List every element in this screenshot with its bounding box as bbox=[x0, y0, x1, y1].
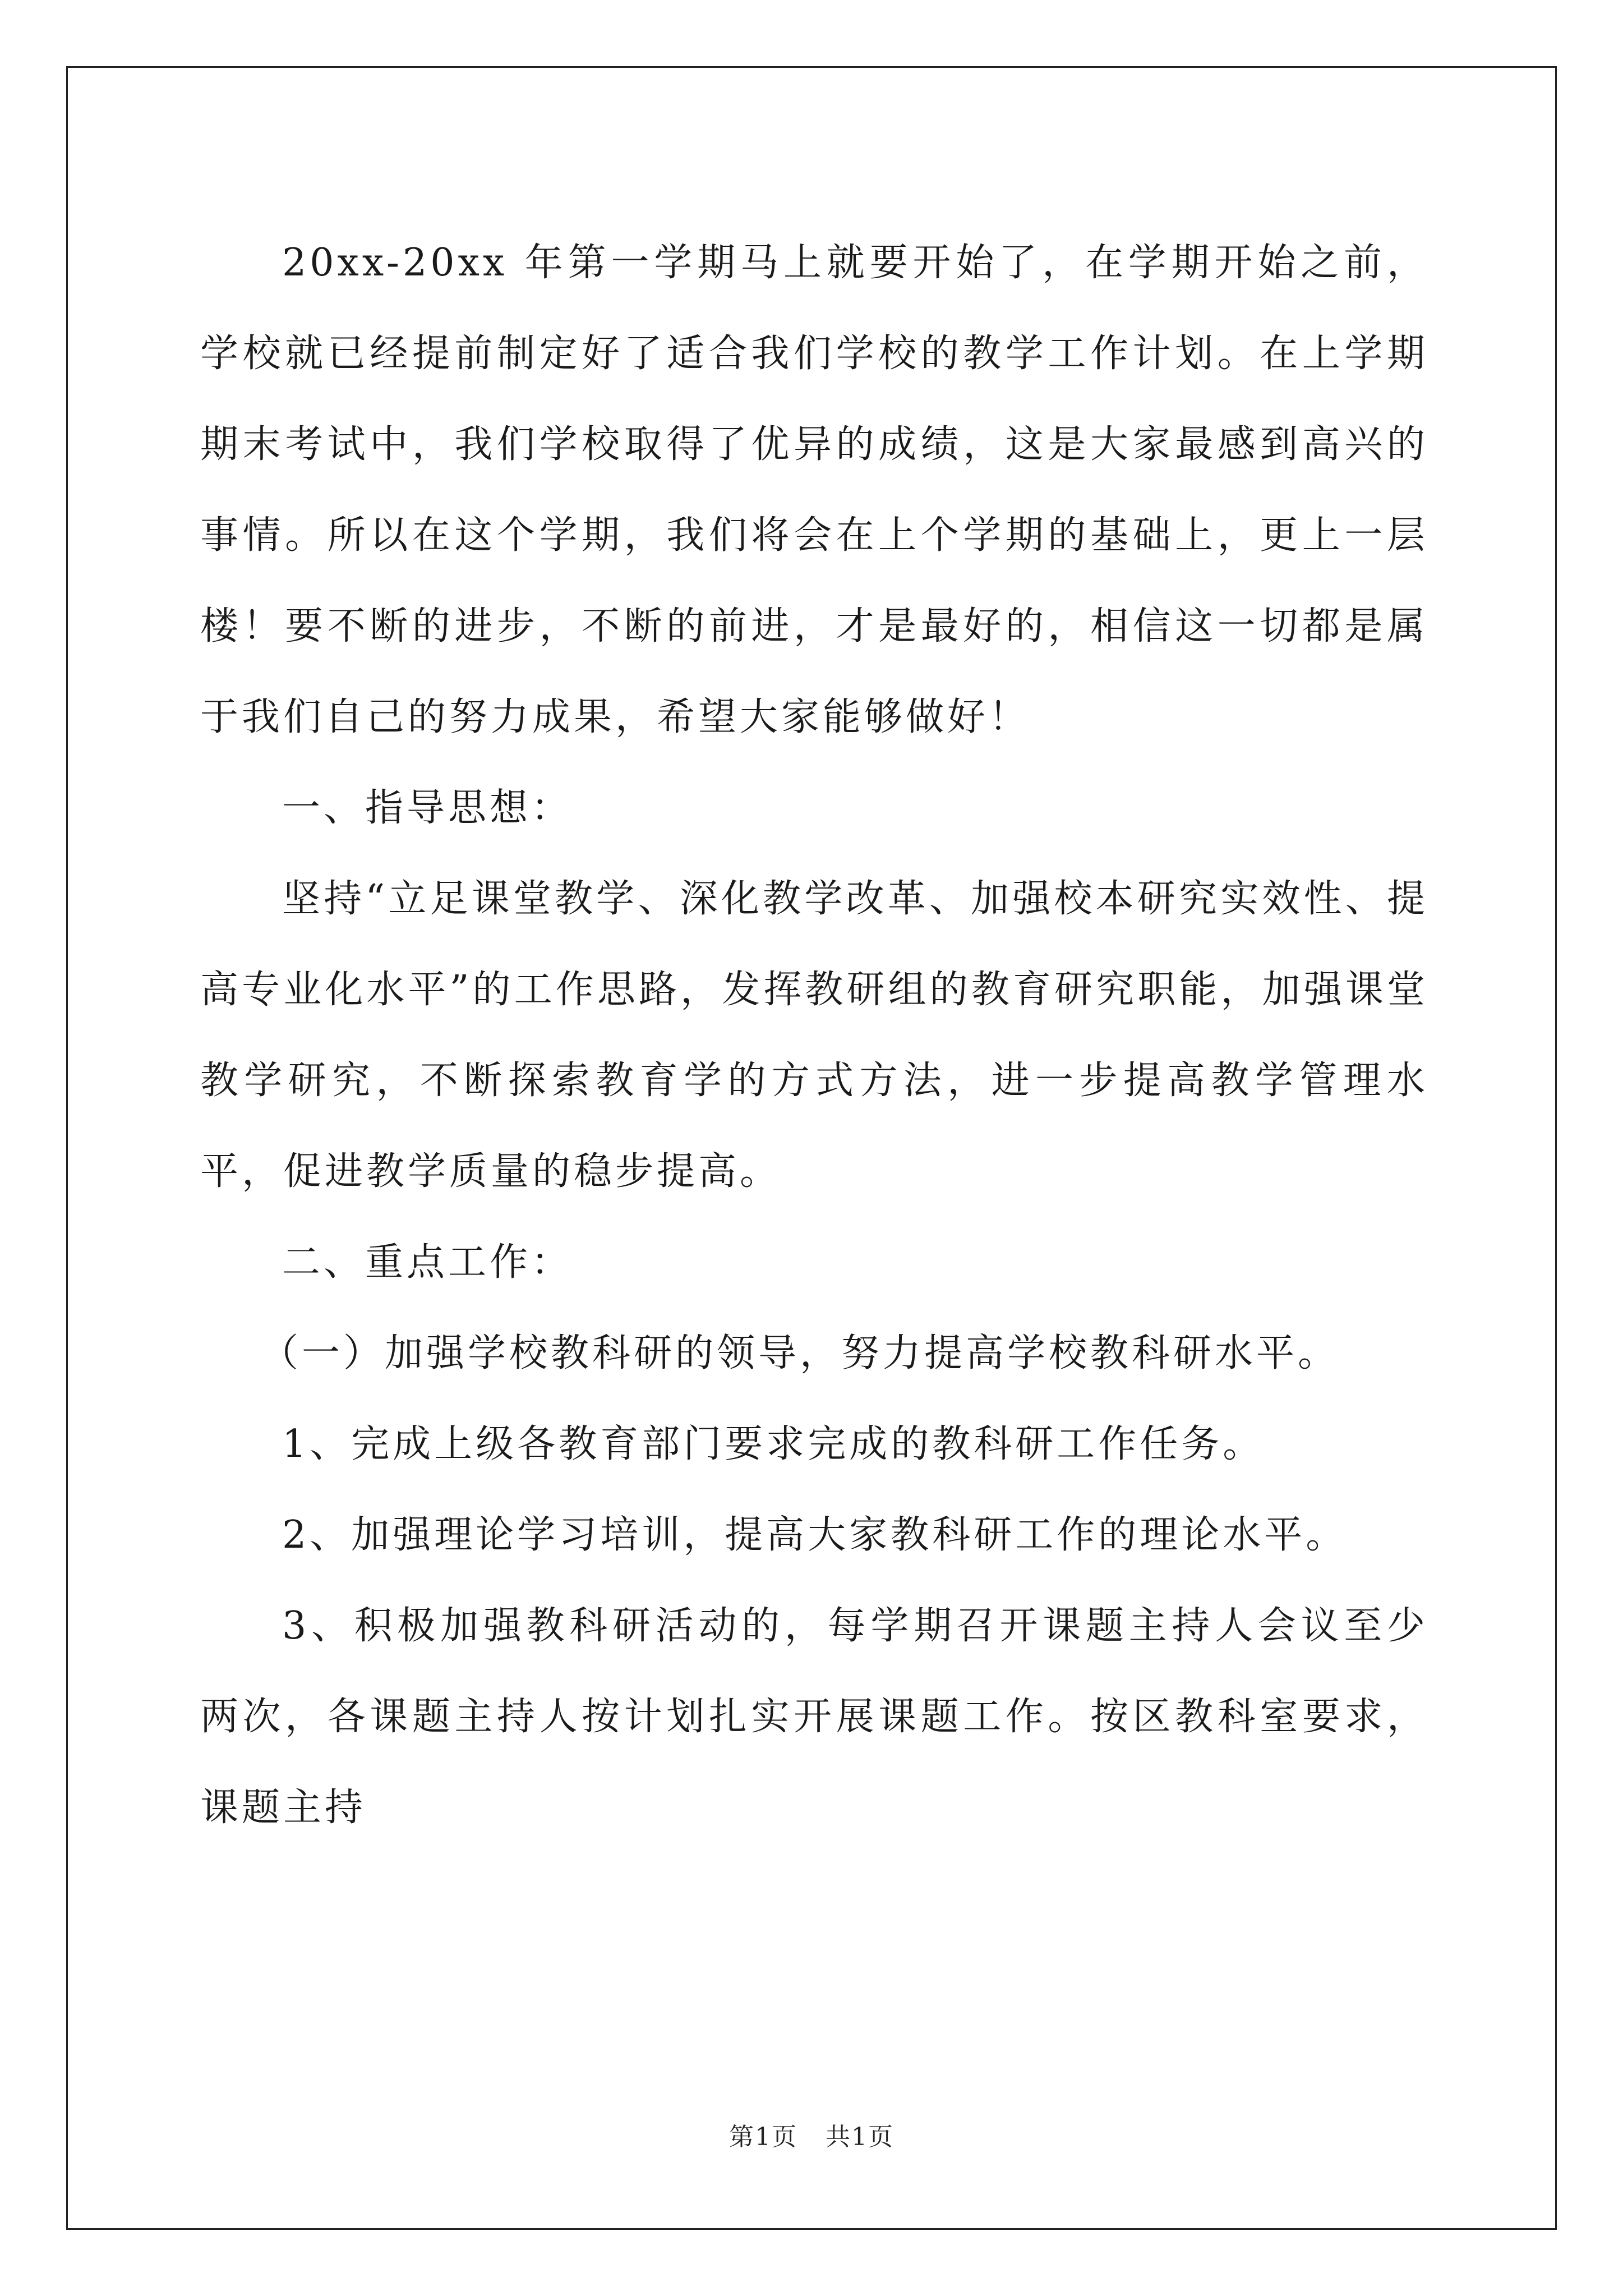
guiding-ideology-paragraph: 坚持“立足课堂教学、深化教学改革、加强校本研究实效性、提高专业化水平”的工作思路，发挥教研组的教育研究职能，加强课堂教学研究，不断探索教育学的方式方法，进一步提高教学管理水平，促进教学质量的稳步提高。 bbox=[200, 877, 1428, 1194]
list-item-1: 1、完成上级各教育部门要求完成的教科研工作任务。 bbox=[282, 1422, 1265, 1466]
intro-paragraph: 20xx-20xx 年第一学期马上就要开始了，在学期开始之前，学校就已经提前制定好了适合我们学校的教学工作计划。在上学期期末考试中，我们学校取得了优异的成绩，这是大家最感到高兴的事情。所以在这个学期，我们将会在上个学期的基础上，更上一层楼！要不断的进步，不断的前进，才是最好的，相信这一切都是属于我们自己的努力成果，希望大家能够做好！ bbox=[200, 241, 1428, 739]
page-number-total: 共1页 bbox=[826, 2123, 894, 2151]
page-footer bbox=[0, 2120, 1623, 2154]
section-heading-key-work: 二、重点工作： bbox=[282, 1240, 573, 1285]
list-item-2: 2、加强理论学习培训，提高大家教科研工作的理论水平。 bbox=[282, 1513, 1348, 1557]
subsection-heading-research-leadership: （一）加强学校教科研的领导，努力提高学校教科研水平。 bbox=[260, 1331, 1340, 1375]
list-item-3: 3、积极加强教科研活动的，每学期召开课题主持人会议至少两次，各课题主持人按计划扎实开展课题工作。按区教科室要求，课题主持 bbox=[200, 1604, 1428, 1830]
section-heading-guiding-ideology: 一、指导思想： bbox=[282, 786, 573, 830]
document-body bbox=[200, 218, 1428, 1853]
page-number-current: 第1页 bbox=[729, 2123, 797, 2151]
